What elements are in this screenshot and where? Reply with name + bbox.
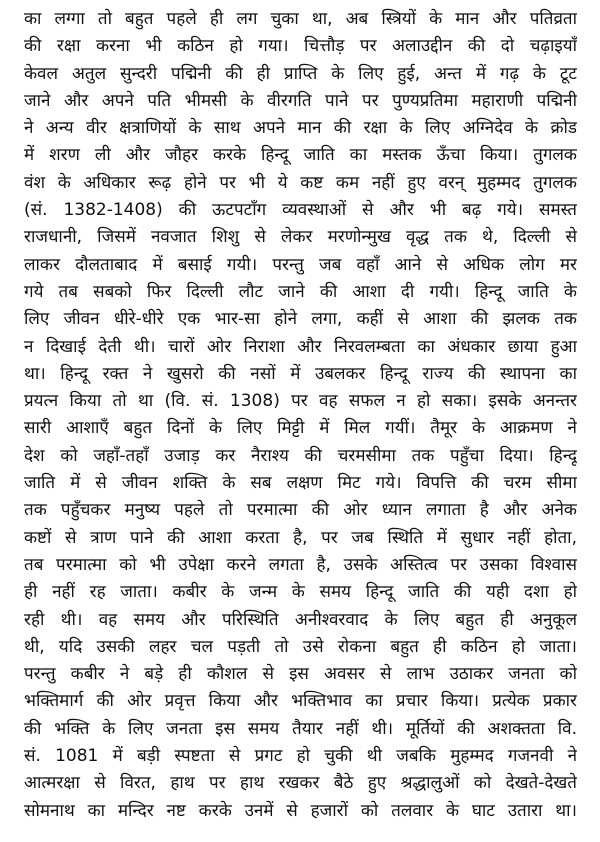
text-line: की भक्ति के लिए जनता इस समय तैयार नहीं थी। मूर्तियों की अशक्तता वि.: [24, 718, 577, 739]
text-line: की रक्षा करना भी कठिन हो गया। चित्तौड़ पर अलाउद्दीन की दो चढ़ाइयाँ: [24, 36, 577, 57]
text-line: वंश के अधिकार रूढ़ होने पर भी ये कष्ट कम नहीं हुए वरन् मुहम्मद तुगलक: [24, 172, 577, 193]
text-line: लाकर दौलताबाद में बसाई गयी। परन्तु जब वहाँ आने से अधिक लोग मर: [24, 254, 577, 275]
text-line: ने अन्य वीर क्षत्राणियों के साथ अपने मान की रक्षा के लिए अग्निदेव के क्रोड: [24, 118, 577, 139]
text-line: था। हिन्दू रक्त ने खुसरो की नसों में उबलकर हिन्दू राज्य की स्थापना का: [24, 363, 577, 384]
text-line: ही नहीं रह जाता। कबीर के जन्म के समय हिन्दू जाति की यही दशा हो: [24, 582, 577, 603]
text-line: कष्टों से त्राण पाने की आशा करता है, पर जब स्थिति में सुधार नहीं होता,: [24, 527, 577, 548]
text-line: थी, यदि उसकी लहर चल पड़ती तो उसे रोकना बहुत ही कठिन हो जाता।: [24, 636, 577, 657]
text-line: प्रयत्न किया तो था (वि. सं. 1308) पर वह सफल न हो सका। इसके अनन्तर: [24, 391, 577, 412]
document-page: [24, 6, 577, 825]
text-line: केवल अतुल सुन्दरी पद्मिनी की ही प्राप्ति के लिए हुई, अन्त में गढ़ के टूट: [24, 63, 577, 84]
text-line: का लग्गा तो बहुत पहले ही लग चुका था, अब स्त्रियों के मान और पतिव्रता: [24, 9, 577, 29]
text-line: (सं. 1382-1408) की ऊटपटाँग व्यवस्थाओं से और भी बढ़ गये। समस्त: [24, 200, 577, 221]
text-line: में शरण ली और जौहर करके हिन्दू जाति का मस्तक ऊँचा किया। तुगलक: [24, 145, 577, 166]
text-line: जाने और अपने पति भीमसी के वीरगति पाने पर पुण्यप्रतिमा महाराणी पद्मिनी: [24, 90, 577, 111]
text-line: परन्तु कबीर ने बड़े ही कौशल से इस अवसर से लाभ उठाकर जनता को: [24, 664, 577, 685]
text-line: राजधानी, जिसमें नवजात शिशु से लेकर मरणोन्मुख वृद्ध तक थे, दिल्ली से: [24, 227, 577, 248]
text-line: देश को जहाँ-तहाँ उजाड़ कर नैराश्य की चरमसीमा तक पहुँचा दिया। हिन्दू: [24, 445, 577, 466]
text-line: आत्मरक्षा से विरत, हाथ पर हाथ रखकर बैठे हुए श्रद्धालुओं को देखते-देखते: [24, 773, 577, 794]
text-line: तक पहुँचकर मनुष्य पहले तो परमात्मा की ओर ध्यान लगाता है और अनेक: [24, 500, 577, 521]
text-line: भक्तिमार्ग की ओर प्रवृत्त किया और भक्तिभाव का प्रचार किया। प्रत्येक प्रकार: [24, 691, 577, 712]
text-line: सोमनाथ का मन्दिर नष्ट करके उनमें से हजारों को तलवार के घाट उतारा था।: [24, 800, 577, 821]
text-line: लिए जीवन धीरे-धीरे एक भार-सा होने लगा, कहीं से आशा की झलक तक: [24, 309, 577, 330]
text-line: सं. 1081 में बड़ी स्पष्टता से प्रगट हो चुकी थी जबकि मुहम्मद गजनवी ने: [24, 746, 577, 767]
text-line: गये तब सबको फिर दिल्ली लौट जाने की आशा दी गयी। हिन्दू जाति के: [24, 281, 577, 302]
text-line: सारी आशाएँ बहुत दिनों के लिए मिट्टी में मिल गयीं। तैमूर के आक्रमण ने: [24, 418, 577, 439]
text-line: जाति में से जीवन शक्ति के सब लक्षण मिट गये। विपत्ति की चरम सीमा: [24, 473, 577, 494]
text-line: न दिखाई देती थी। चारों ओर निराशा और निरवलम्बता का अंधकार छाया हुआ: [24, 336, 577, 357]
text-line: रही थी। वह समय और परिस्थिति अनीश्वरवाद के लिए बहुत ही अनुकूल: [24, 609, 577, 630]
text-line: तब परमात्मा को भी उपेक्षा करने लगता है, उसके अस्तित्व पर उसका विश्वास: [24, 554, 577, 575]
